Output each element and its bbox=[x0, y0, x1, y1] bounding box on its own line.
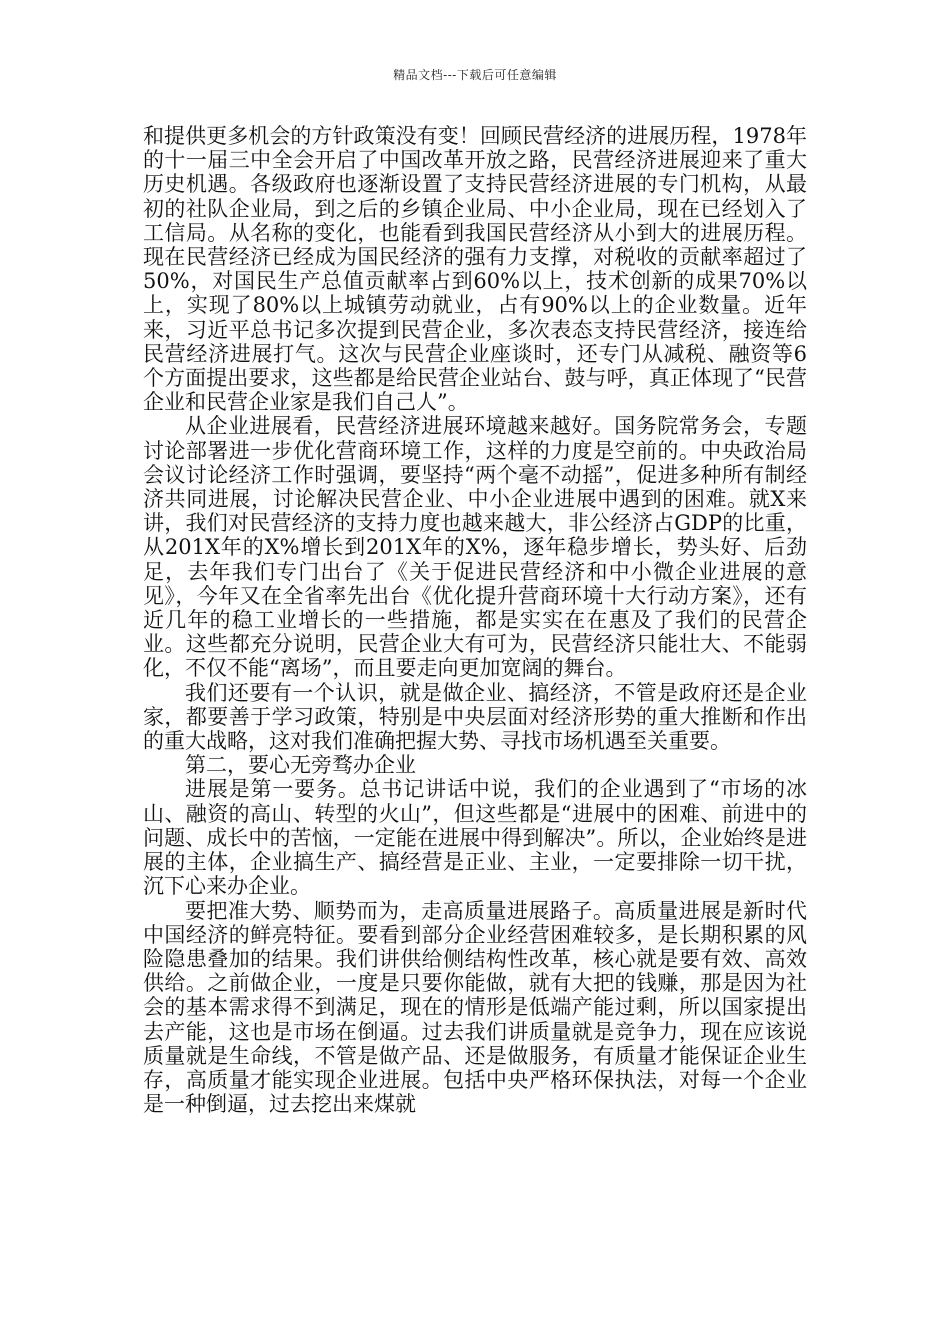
page-header: 精品文档---下载后可任意编辑 bbox=[393, 68, 557, 82]
paragraph-4: 进展是第一要务。总书记讲话中说，我们的企业遇到了“市场的冰山、融资的高山、转型的火山”，但这些都是“进展中的困难、前进中的问题、成长中的苦恼，一定能在进展中得到解决”。所以，企业始终是进展的主体，企业搞生产、搞经营是正业、主业，一定要排除一切干扰，沉下心来办企业。 bbox=[143, 777, 807, 899]
paragraph-2: 从企业进展看，民营经济进展环境越来越好。国务院常务会，专题讨论部署进一步优化营商环境工作，这样的力度是空前的。中央政治局会议讨论经济工作时强调，要坚持“两个毫不动摇”，促进多种所有制经济共同进展，讨论解决民营企业、中小企业进展中遇到的困难。就X来讲，我们对民营经济的支持力度也越来越大，非公经济占GDP的比重，从201X年的X%增长到201X年的X%，逐年稳步增长，势头好、后劲足，去年我们专门出台了《关于促进民营经济和中小微企业进展的意见》，今年又在全省率先出台《优化提升营商环境十大行动方案》，还有近几年的稳工业增长的一些措施，都是实实在在惠及了我们的民营企业。这些都充分说明，民营企业大有可为，民营经济只能壮大、不能弱化，不仅不能“离场”，而且要走向更加宽阔的舞台。 bbox=[143, 414, 807, 681]
paragraph-5: 要把准大势、顺势而为，走高质量进展路子。高质量进展是新时代中国经济的鲜亮特征。要看到部分企业经营困难较多，是长期积累的风险隐患叠加的结果。我们讲供给侧结构性改革，核心就是要有效、高效供给。之前做企业，一度是只要你能做，就有大把的钱赚，那是因为社会的基本需求得不到满足，现在的情形是低端产能过剩，所以国家提出去产能，这也是市场在倒逼。过去我们讲质量就是竞争力，现在应该说质量就是生命线，不管是做产品、还是做服务，有质量才能保证企业生存，高质量才能实现企业进展。包括中央严格环保执法，对每一个企业是一种倒逼，过去挖出来煤就 bbox=[143, 898, 807, 1117]
document-body bbox=[143, 124, 807, 1116]
section-heading: 第二，要心无旁骛办企业 bbox=[185, 753, 416, 778]
paragraph-3: 我们还要有一个认识，就是做企业、搞经济，不管是政府还是企业家，都要善于学习政策，特别是中央层面对经济形势的重大推断和作出的重大战略，这对我们准确把握大势、寻找市场机遇至关重要。 bbox=[143, 680, 807, 754]
paragraph-1: 和提供更多机会的方针政策没有变！回顾民营经济的进展历程，1978年的十一届三中全会开启了中国改革开放之路，民营经济进展迎来了重大历史机遇。各级政府也逐渐设置了支持民营经济进展的专门机构，从最初的社队企业局，到之后的乡镇企业局、中小企业局，现在已经划入了工信局。从名称的变化，也能看到我国民营经济从小到大的进展历程。现在民营经济已经成为国民经济的强有力支撑，对税收的贡献率超过了50%，对国民生产总值贡献率占到60%以上，技术创新的成果70%以上，实现了80%以上城镇劳动就业，占有90%以上的企业数量。近年来，习近平总书记多次提到民营企业，多次表态支持民营经济，接连给民营经济进展打气。这次与民营企业座谈时，还专门从减税、融资等6个方面提出要求，这些都是给民营企业站台、鼓与呼，真正体现了“民营企业和民营企业家是我们自己人”。 bbox=[143, 124, 807, 415]
